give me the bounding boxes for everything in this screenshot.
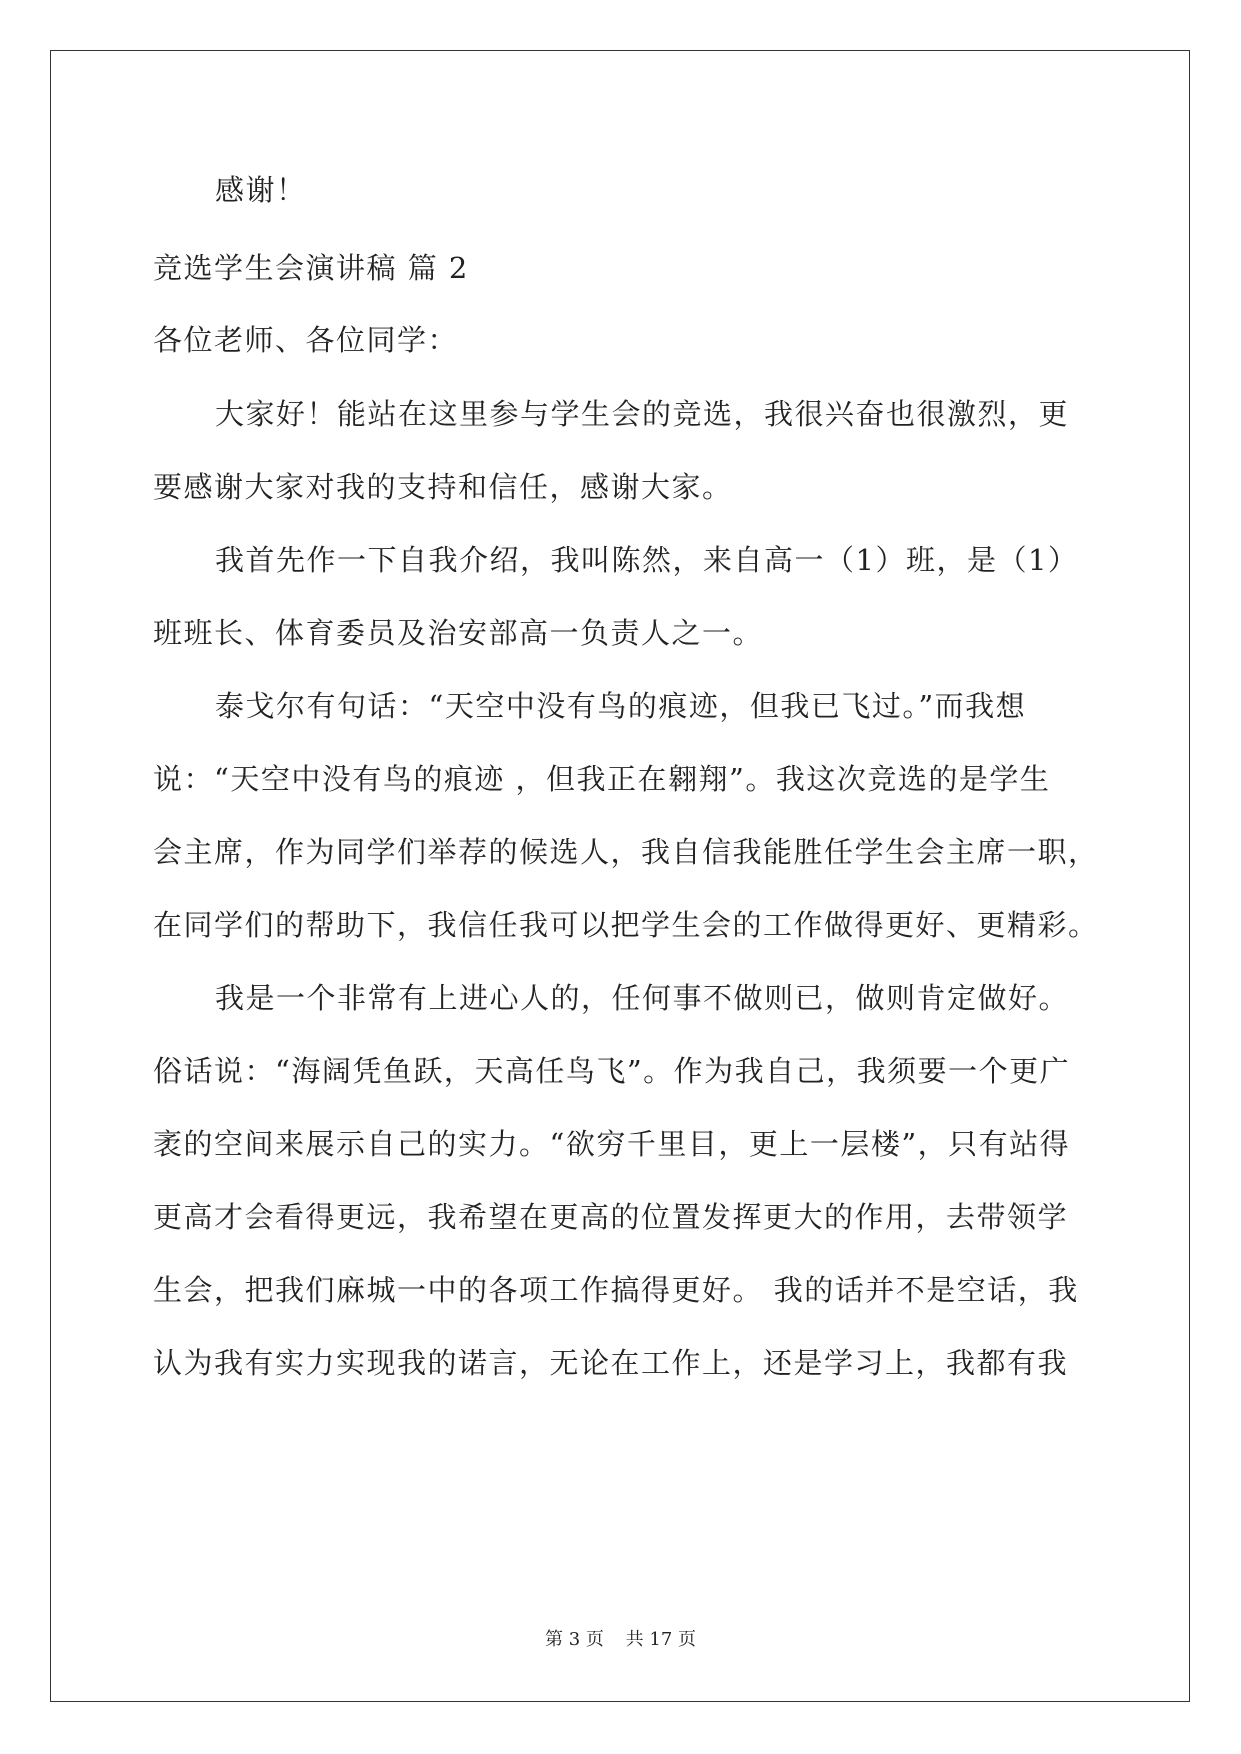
salutation: 各位老师、各位同学： — [153, 323, 459, 357]
page-total: 共 17 页 — [625, 1629, 696, 1650]
paragraph-line: 袤的空间来展示自己的实力。“欲穷千里目，更上一层楼”，只有站得 — [153, 1127, 1071, 1161]
page-number: 第 3 页 — [545, 1629, 604, 1650]
paragraph-line: 我是一个非常有上进心人的，任何事不做则已，做则肯定做好。 — [215, 981, 1070, 1015]
paragraph-line: 要感谢大家对我的支持和信任，感谢大家。 — [153, 470, 733, 504]
paragraph-line: 会主席，作为同学们举荐的候选人，我自信我能胜任学生会主席一职， — [153, 835, 1099, 869]
paragraph-line: 生会，把我们麻城一中的各项工作搞得更好。 我的话并不是空话，我 — [153, 1273, 1079, 1307]
page-border — [50, 50, 1190, 1702]
paragraph-line: 在同学们的帮助下，我信任我可以把学生会的工作做得更好、更精彩。 — [153, 908, 1099, 942]
paragraph-line: 认为我有实力实现我的诺言，无论在工作上，还是学习上，我都有我 — [153, 1346, 1069, 1380]
paragraph-line: 说：“天空中没有鸟的痕迹 ，但我正在翱翔”。我这次竞选的是学生 — [153, 762, 1051, 796]
page-footer — [0, 1628, 1241, 1652]
closing-line: 感谢！ — [215, 173, 307, 207]
paragraph-line: 俗话说：“海阔凭鱼跃，天高任鸟飞”。作为我自己，我须要一个更广 — [153, 1054, 1071, 1088]
paragraph-line: 班班长、体育委员及治安部高一负责人之一。 — [153, 616, 764, 650]
section-heading: 竞选学生会演讲稿 篇 2 — [153, 251, 469, 285]
paragraph-line: 泰戈尔有句话：“天空中没有鸟的痕迹，但我已飞过。”而我想 — [215, 689, 1027, 723]
paragraph-line: 大家好！能站在这里参与学生会的竞选，我很兴奋也很激烈，更 — [215, 397, 1070, 431]
paragraph-line: 我首先作一下自我介绍，我叫陈然，来自高一（1）班，是（1） — [215, 543, 1079, 577]
paragraph-line: 更高才会看得更远，我希望在更高的位置发挥更大的作用，去带领学 — [153, 1200, 1069, 1234]
